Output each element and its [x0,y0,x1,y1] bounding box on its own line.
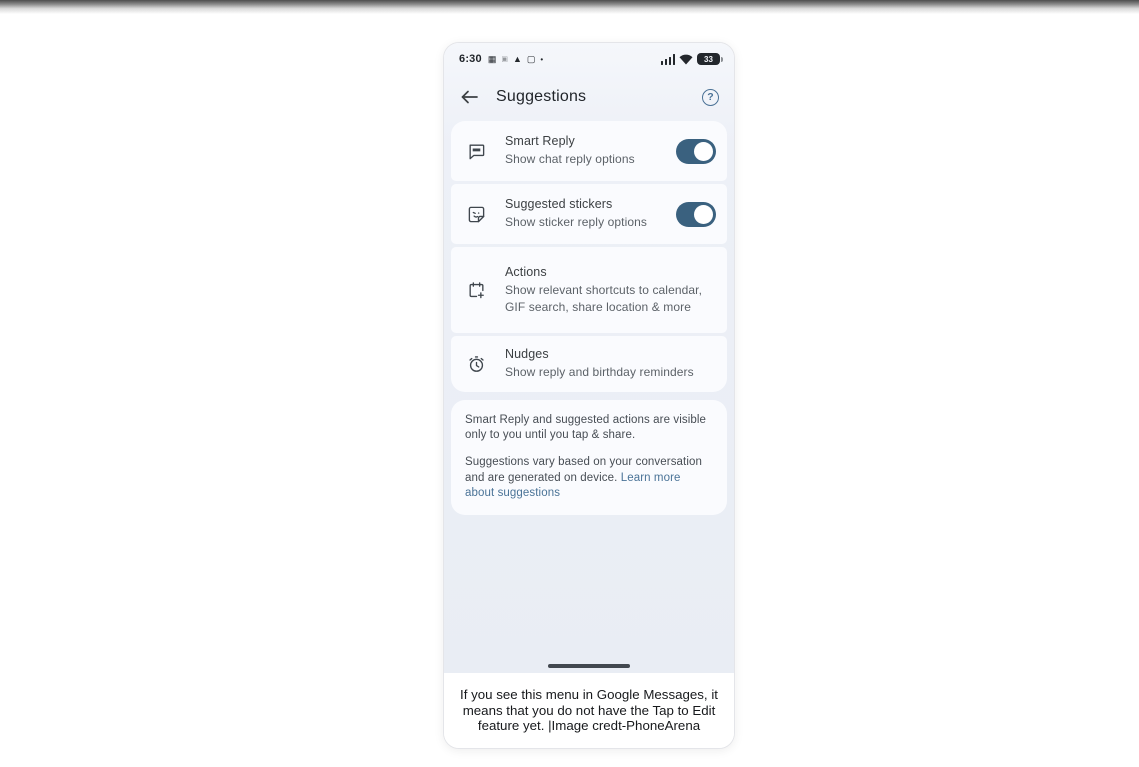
signal-bars-icon [661,54,675,65]
battery-percent: 33 [704,54,713,64]
alarm-clock-icon [466,354,486,374]
setting-text [505,197,676,230]
footnote-card [451,400,727,515]
setting-row-smart-reply[interactable] [451,121,727,181]
toggle-knob [694,142,713,161]
setting-subtitle: Show chat reply options [505,152,635,167]
battery-icon [697,53,720,65]
gesture-navigation-handle[interactable] [548,664,630,668]
small-badge-icon: ▣ [501,56,508,63]
setting-row-suggested-stickers[interactable] [451,184,727,244]
screen-spacer [444,515,734,664]
header [444,67,734,121]
settings-list [444,121,734,515]
status-bar [444,43,734,67]
setting-row-actions[interactable] [451,247,727,333]
footnote-paragraph-2-text: Suggestions vary based on your conversation and are generated on device. [465,456,702,484]
top-fade-bar [0,0,1139,14]
setting-title: Actions [505,265,547,280]
setting-subtitle: Show reply and birthday reminders [505,365,694,380]
calendar-plus-icon [466,280,486,300]
status-left-icons [488,54,543,65]
outline-square-icon: ▢ [526,53,536,64]
footnote-paragraph-2 [465,455,712,501]
back-arrow-icon[interactable] [459,87,479,107]
smart-reply-toggle[interactable] [676,139,716,164]
sticker-face-icon [466,204,486,224]
setting-text [505,347,716,380]
toggle-knob [694,205,713,224]
setting-title: Nudges [505,347,549,362]
warning-triangle-icon: ▲ [512,54,522,64]
footnote-paragraph-1: Smart Reply and suggested actions are visible only to you until you tap & share. [465,414,707,442]
chat-bubble-icon [466,141,486,161]
app-grid-icon: ▦ [487,53,497,64]
phone-screen [444,43,734,673]
setting-text [505,265,716,314]
setting-subtitle: Show relevant shortcuts to calendar, GIF search, share location & more [505,283,703,314]
phone-screenshot-card [443,42,735,749]
wifi-icon [679,54,693,65]
suggested-stickers-toggle[interactable] [676,202,716,227]
setting-row-nudges[interactable] [451,336,727,392]
image-caption: If you see this menu in Google Messages, it means that you do not have the Tap to Edit feature yet. |Image credt-PhoneArena [444,673,734,748]
learn-more-link[interactable]: Learn more about suggestions [465,471,681,499]
setting-subtitle: Show sticker reply options [505,215,647,230]
help-icon[interactable]: ? [702,89,719,106]
page-title: Suggestions [496,88,587,105]
status-time: 6:30 [459,53,482,65]
setting-text [505,134,676,167]
setting-title: Suggested stickers [505,197,613,212]
setting-title: Smart Reply [505,134,575,149]
notification-dot-icon: • [540,54,544,64]
